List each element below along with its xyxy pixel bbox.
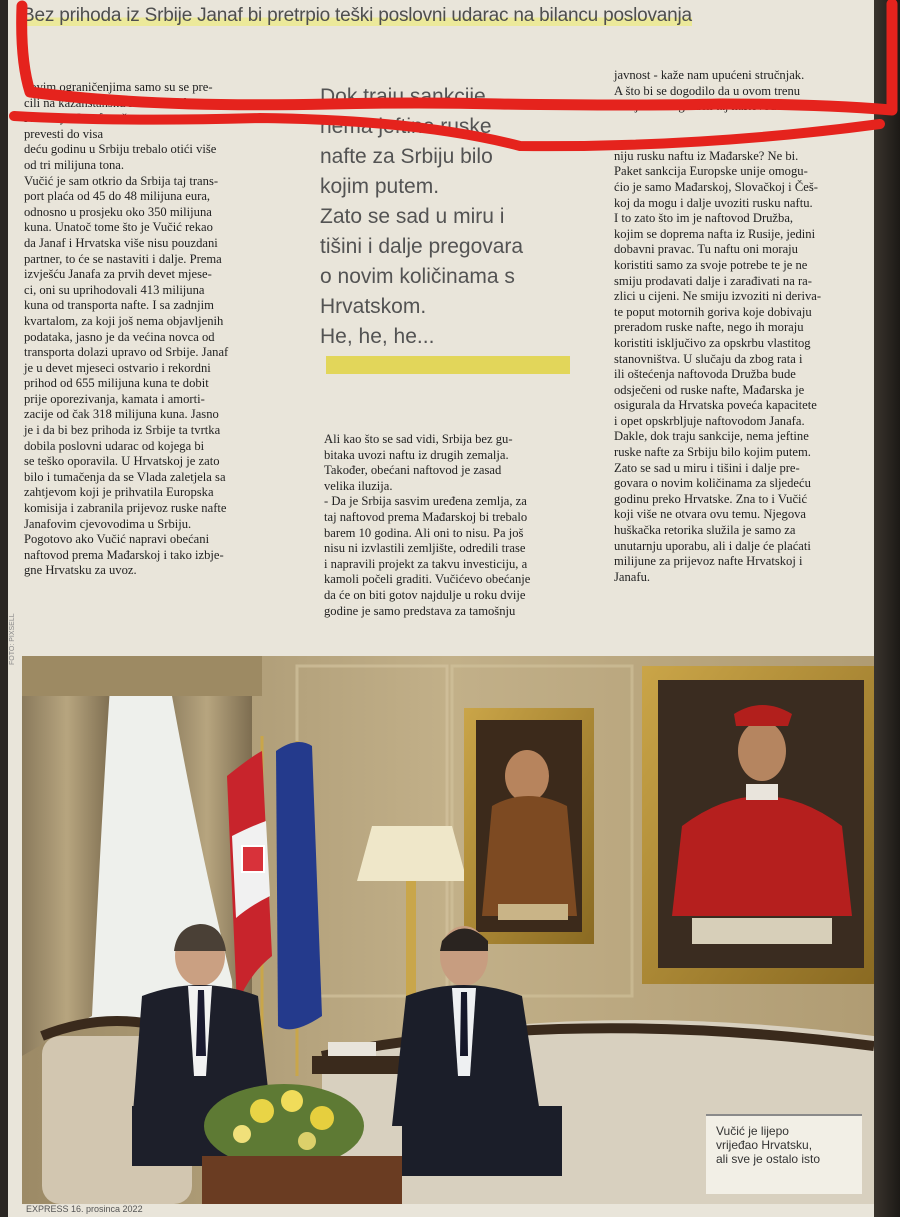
caption-line: vrijeđao Hrvatsku, [716,1138,813,1152]
text-line: kuna. Unatoč tome što je Vučić rekao [24,220,213,235]
text-line: zlici u cijeni. Ne smiju izvoziti ni deriva- [614,289,822,304]
text-line: Zato se sad u miru i tišini i dalje pre- [614,460,800,475]
text-line: A što bi se dogodilo da u ovom trenu [614,83,801,98]
text-line: da Janaf i Hrvatska više nisu pouzdani [24,235,218,250]
text-line: je i da bi bez prihoda iz Srbije ta tvrtka [24,423,221,438]
text-line: od tri milijuna tona. [24,157,125,172]
text-line: javnost - kaže nam upućeni stručnjak. [614,68,805,82]
quote-line: Hrvatskom. [320,295,427,318]
caption-line: Vučić je lijepo [716,1124,789,1138]
text-line: kvartalom, za koji još nema objavljenih [24,313,224,328]
text-line: unutarnju uporabu, ali i dalje će plaćati [614,538,811,553]
text-line: je u devet mjeseci ostvario i rekordni [24,360,211,375]
text-line: podataka, jasno je da većina novca od [24,329,215,344]
text-line: prevesti do visa [24,126,104,141]
text-line: - Da je Srbija sasvim uređena zemlja, za [324,494,527,509]
text-line: huškačka retorika služila je samo za [614,523,796,538]
quote-line: nafte za Srbiju bilo [320,145,493,168]
text-line: partner, to će se nastaviti i dalje. Prema [24,251,222,266]
article-headline: Bez prihoda iz Srbije Janaf bi pretrpio teški poslovni udarac na bilancu poslovanja [22,5,692,26]
text-line: smiju prodavati dalje i zarađivati na ra- [614,273,812,288]
text-line: nisu ni izvlastili zemljište, odredili trase [324,541,526,556]
quote-line: He, he, he... [320,325,435,348]
text-line: da će on biti gotov najdulje u roku dvije [324,587,526,602]
text-line: ci, oni su uprihodovali 413 milijuna [24,282,205,297]
text-line: preradom ruske nafte, nego ih moraju [614,320,804,335]
text-line: Srbija ima izgrađen taj naftovod [614,99,777,114]
quote-accent-bar [326,356,570,374]
text-line: Janafu. [614,569,651,584]
quote-line: Dok traju sankcije, [320,85,492,108]
text-line: transporta dolazi upravo od Srbije. Janaf [24,345,229,360]
text-line: Pogotovo ako Vučić napravi obećani [24,532,210,547]
article-column-3 [614,68,872,648]
magazine-page [8,0,874,1217]
text-line: velika iluzija. [324,478,393,493]
quote-line: kojim putem. [320,175,440,198]
text-line: deću godinu u Srbiju trebalo otići više [24,142,217,157]
text-line: milijune za prijevoz nafte Hrvatskoj i [614,554,803,569]
photo-credit: FOTO: PIXSELL [9,613,16,665]
text-line: koji više ne otvara ovu temu. Njegova [614,507,807,522]
article-column-1 [24,80,314,646]
text-line: i iz Azije. Janaf može [24,111,133,126]
text-line: prije oporezivanja, kamata i amorti- [24,391,205,406]
text-line: te poput motornih goriva koje dobivaju [614,304,812,319]
quote-line: Zato se sad u miru i [320,205,505,228]
text-line: niju rusku naftu iz Mađarske? Ne bi. [614,148,799,163]
text-line: govara o novim količinama za sljedeću [614,476,811,491]
text-line: osigurala da Hrvatska poveća kapacitete [614,398,817,413]
caption-line: ali sve je ostalo isto [716,1152,821,1166]
text-line: Ali kao što se sad vidi, Srbija bez gu- [324,432,513,446]
page-footer: EXPRESS 16. prosinca 2022 [26,1204,143,1214]
text-line: gne Hrvatsku za uvoz. [24,563,137,578]
text-line: stanovništva. U slučaju da zbog rata i [614,351,803,366]
text-line: I to zato što im je naftovod Družba, [614,211,794,226]
text-line: zacije od čak 318 milijuna kuna. Jasno [24,407,219,422]
article-column-2 [324,432,604,652]
text-line: odsječeni od ruske nafte, Mađarska je [614,382,805,397]
text-line: ili oštećenja naftovoda Družba bude [614,367,796,382]
text-line: bilo i tumačenja da se Vlada zaletjela sa [24,469,226,484]
text-line: komisija i zabranila prijevoz ruske nafte [24,501,227,516]
text-line: dobavni pravac. Tu naftu oni moraju [614,242,798,257]
text-line: cili na kazahstansku i iračku naftu, a [24,95,208,110]
text-line: naftovod prema Mađarskoj i tako izbje- [24,547,224,562]
pull-quote [320,82,600,352]
text-line: koj da mogu i dalje uvoziti rusku naftu. [614,195,813,210]
text-line: ruske nafte za Srbiju bilo kojim putem. [614,445,811,460]
text-line: Janafovim cjevovodima u Srbiju. [24,516,192,531]
text-line: koristiti isključivo za opskrbu vlastitog [614,335,811,350]
text-line: Također, obećani naftovod je zasad [324,463,502,478]
text-line: novim ograničenjima samo su se pre- [24,80,213,94]
quote-line: nema jeftine ruske [320,115,492,138]
quote-line: tišini i dalje pregovara [320,235,524,258]
text-line: Paket sankcija Europske unije omogu- [614,164,808,179]
text-line: Vučić je sam otkrio da Srbija taj trans- [24,173,219,188]
text-line: kamoli počeli graditi. Vučićevo obećanje [324,572,531,587]
text-line: se teško oporavila. U Hrvatskoj je zato [24,454,220,469]
text-line: kuna od transporta nafte. I sa zadnjim [24,298,214,313]
text-line: barem 10 godina. Ali oni to nisu. Pa još [324,525,524,540]
text-line: i napravili projekt za takvu investiciju, a [324,556,528,571]
text-line: taj naftovod prema Mađarskoj bi trebalo [324,509,528,524]
text-line: godinu preko Hrvatske. Zna to i Vučić [614,491,808,506]
text-line: zahtjevom koji je prihvatila Europska [24,485,214,500]
text-line: izvješću Janafa za prvih devet mjese- [24,267,212,282]
book-edge [874,0,900,1217]
text-line: Dakle, dok traju sankcije, nema jeftine [614,429,809,444]
photo-caption [706,1114,862,1194]
text-line: odnosno u prosjeku oko 350 milijuna [24,204,212,219]
text-line: prihod od 655 milijuna kuna te dobit [24,376,209,391]
quote-line: o novim količinama s [320,265,515,288]
text-line: bitaka uvozi naftu iz drugih zemalja. [324,447,509,462]
text-line: kojim se doprema nafta iz Rusije, jedini [614,226,816,241]
text-line: i opet opskrbljuje naftovodom Janafa. [614,413,805,428]
text-line: dobila poslovni udarac od kojega bi [24,438,205,453]
text-line: godine je samo predstava za tamošnju [324,603,516,618]
text-line: ćio je samo Mađarskoj, Slovačkoj i Češ- [614,179,818,194]
text-line: koristiti samo za svoje potrebe te je ne [614,257,808,272]
text-line: port plaća od 45 do 48 milijuna eura, [24,189,211,204]
